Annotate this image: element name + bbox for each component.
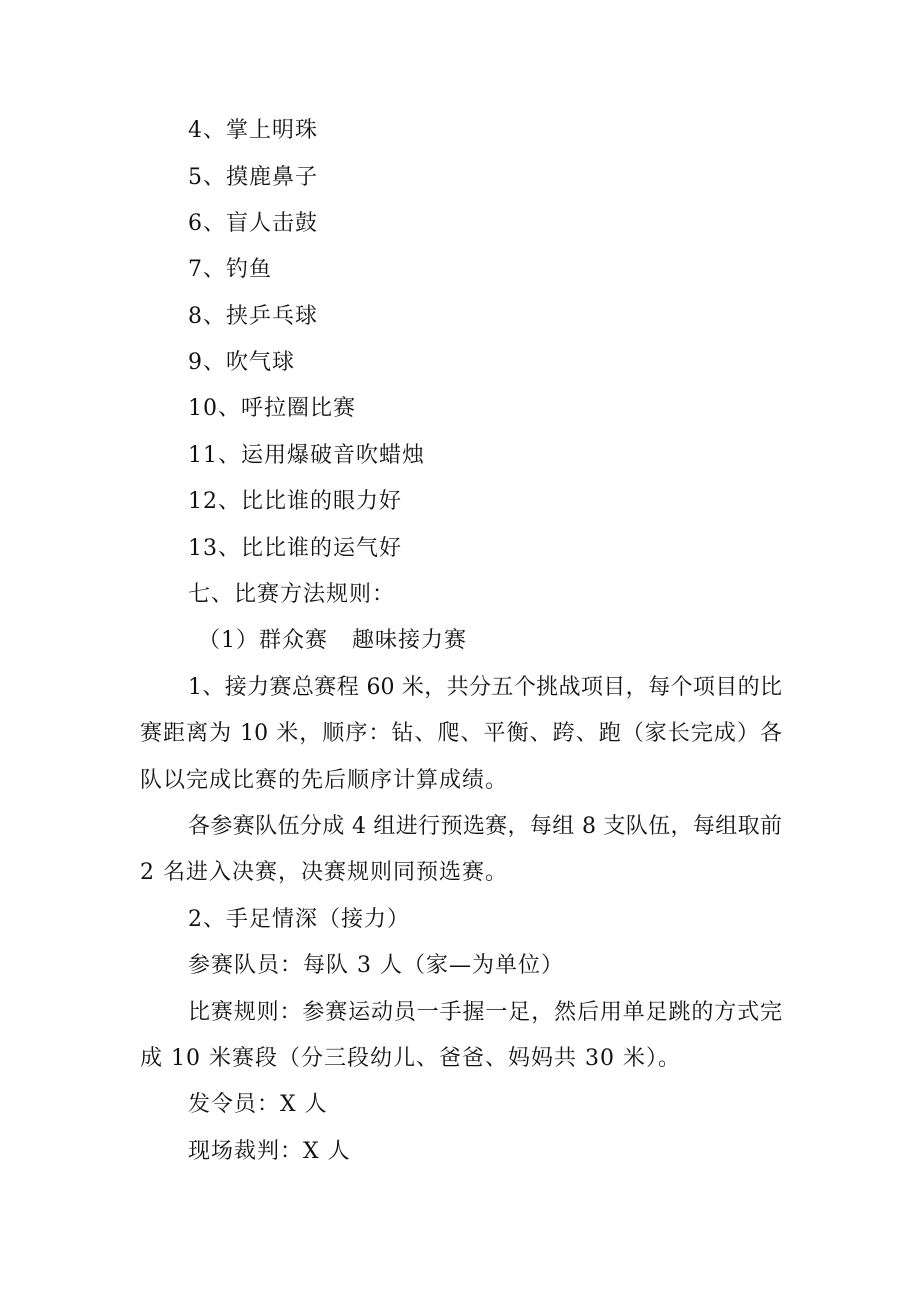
list-item: 9、吹气球 <box>188 350 295 375</box>
members-line: 参赛队员：每队 3 人（家—为单位） <box>188 953 564 978</box>
section-heading: 七、比赛方法规则： <box>188 582 396 607</box>
list-item: 6、盲人击鼓 <box>188 211 318 236</box>
paragraph-line: 各参赛队伍分成 4 组进行预选赛，每组 8 支队伍，每组取前 <box>188 814 782 839</box>
item-title: 2、手足情深（接力） <box>188 907 410 932</box>
list-item: 10、呼拉圈比赛 <box>188 396 356 421</box>
list-item: 4、掌上明珠 <box>188 118 318 143</box>
subsection-heading: （1）群众赛 趣味接力赛 <box>198 628 467 653</box>
starter-line: 发令员：X 人 <box>188 1092 328 1117</box>
paragraph-line: 1、接力赛总赛程 60 米，共分五个挑战项目，每个项目的比 <box>188 675 782 700</box>
list-item: 12、比比谁的眼力好 <box>188 489 402 514</box>
paragraph-line: 队以完成比赛的先后顺序计算成绩。 <box>140 768 509 793</box>
list-item: 11、运用爆破音吹蜡烛 <box>188 443 425 468</box>
list-item: 8、挟乒乓球 <box>188 304 318 329</box>
referee-line: 现场裁判：X 人 <box>188 1139 351 1164</box>
paragraph-line: 2 名进入决赛，决赛规则同预选赛。 <box>140 860 508 885</box>
list-item: 7、钓鱼 <box>188 257 272 282</box>
paragraph-line: 赛距离为 10 米，顺序：钻、爬、平衡、跨、跑（家长完成）各 <box>140 721 782 746</box>
list-item: 5、摸鹿鼻子 <box>188 165 318 190</box>
paragraph-line: 成 10 米赛段（分三段幼儿、爸爸、妈妈共 30 米）。 <box>140 1046 681 1071</box>
paragraph-line: 比赛规则：参赛运动员一手握一足，然后用单足跳的方式完 <box>188 1000 782 1025</box>
list-item: 13、比比谁的运气好 <box>188 536 402 561</box>
